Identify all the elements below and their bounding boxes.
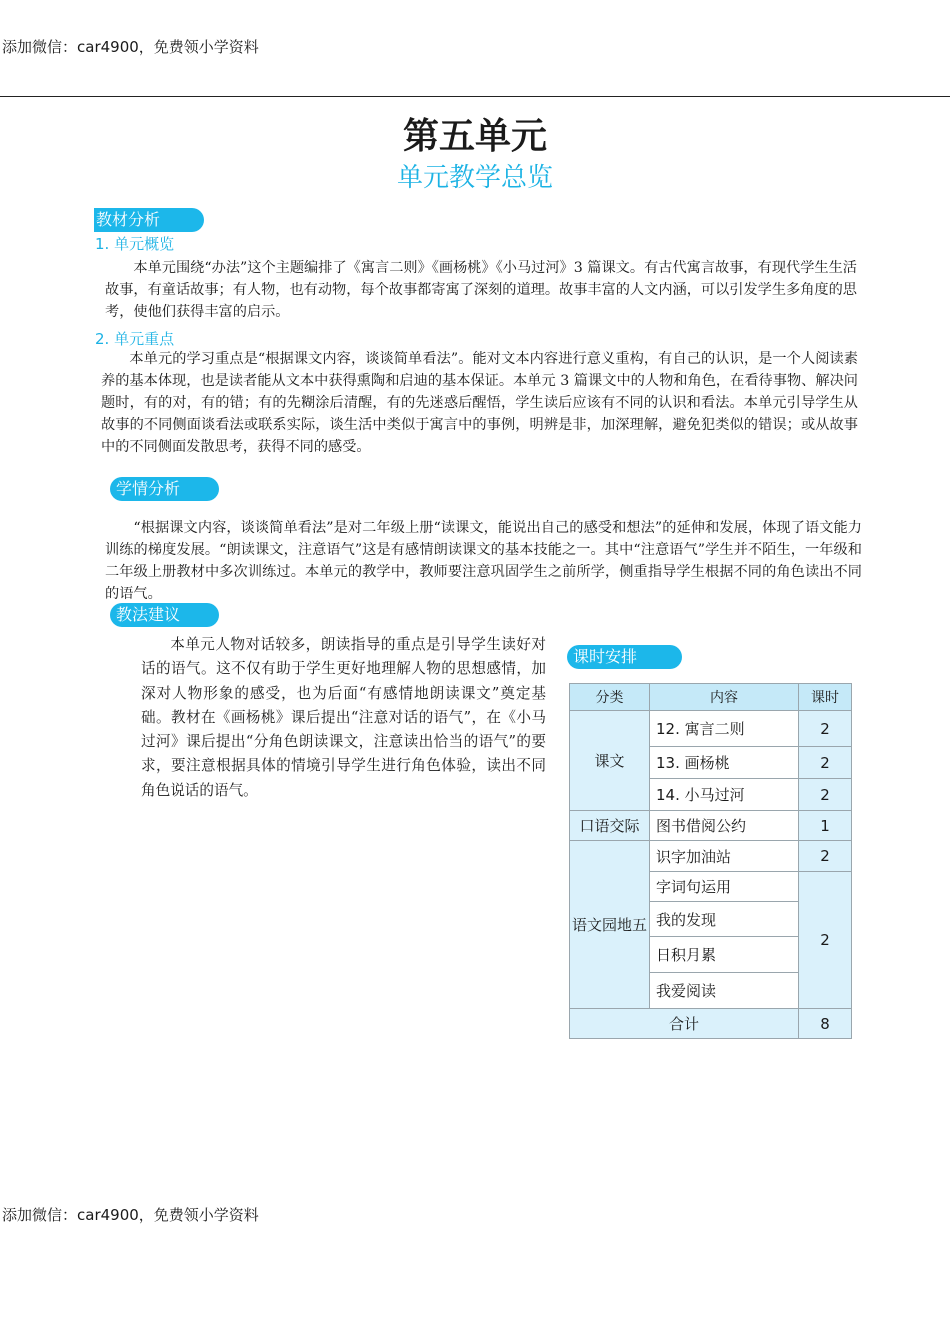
header-hours: 课时 [799, 684, 852, 711]
row-content: 12. 寓言二则 [650, 711, 799, 747]
row-content: 图书借阅公约 [650, 811, 799, 841]
section-label-schedule: 课时安排 [567, 645, 682, 669]
row-content: 14. 小马过河 [650, 779, 799, 811]
table-header-row [570, 684, 852, 711]
page-subtitle: 单元教学总览 [396, 163, 553, 193]
total-hours: 8 [799, 1009, 852, 1039]
row-hours: 2 [799, 747, 852, 779]
student-analysis-paragraph: “根据课文内容，谈谈简单看法”是对二年级上册“读课文，能说出自己的感受和想法”的延伸和发展，体现了语文能力训练的梯度发展。“朗读课文，注意语气”这是有感情朗读课文的基本技能之一。其中“注意语气”学生并不陌生，一年级和二年级上册教材中多次训练过。本单元的教学中，教师要注意巩固学生之前所学，侧重指导学生根据不同的角色读出不同的语气。 [105, 520, 862, 602]
teaching-method-paragraph: 本单元人物对话较多，朗读指导的重点是引导学生读好对话的语气。这不仅有助于学生更好地理解人物的思想感情，加深对人物形象的感受，也为后面“有感情地朗读课文”奠定基础。教材在《画杨桃》课后提出“注意对话的语气”，在《小马过河》课后提出“分角色朗读课文，注意读出恰当的语气”的要求，要注意根据具体的情境引导学生进行角色体验，读出不同角色说话的语气。 [141, 636, 546, 799]
overview-heading: 1. 单元概览 [95, 235, 175, 253]
row-content: 日积月累 [650, 937, 799, 973]
section-label-student-analysis: 学情分析 [110, 477, 219, 501]
page-title: 第五单元 [402, 116, 547, 157]
header-category: 分类 [570, 684, 650, 711]
overview-paragraph: 本单元围绕“办法”这个主题编排了《寓言二则》《画杨桃》《小马过河》3 篇课文。有古代寓言故事，有现代学生生活故事，有童话故事；有人物，也有动物，每个故事都寄寓了深刻的道理。故事丰富的人文内涵，可以引发学生多角度的思考，使他们获得丰富的启示。 [105, 260, 857, 320]
category-oral: 口语交际 [570, 811, 650, 841]
focus-heading: 2. 单元重点 [95, 330, 175, 348]
row-content: 我爱阅读 [650, 973, 799, 1009]
row-content: 识字加油站 [650, 841, 799, 872]
table-row [570, 811, 852, 841]
row-content: 13. 画杨桃 [650, 747, 799, 779]
section-label-textbook-analysis: 教材分析 [94, 208, 204, 232]
table-row [570, 711, 852, 747]
row-hours: 1 [799, 811, 852, 841]
focus-paragraph: 本单元的学习重点是“根据课文内容，谈谈简单看法”。能对文本内容进行意义重构，有自己的认识，是一个人阅读素养的基本体现，也是读者能从文本中获得熏陶和启迪的基本保证。本单元 3 篇课文中的人物和角色，在看待事物、解决问题时，有的对，有的错；有的先糊涂后清醒，有的先迷惑后醒悟，学生读后应该有不同的认识和看法。本单元引导学生从故事的不同侧面谈看法或联系实际，谈生活中类似于寓言中的事例，明辨是非，加深理解，避免犯类似的错误；或从故事中的不同侧面发散思考，获得不同的感受。 [101, 351, 858, 455]
row-hours: 2 [799, 841, 852, 872]
watermark-top: 添加微信：car4900，免费领小学资料 [2, 38, 259, 56]
category-chinese-garden: 语文园地五 [570, 841, 650, 1009]
table-total-row [570, 1009, 852, 1039]
schedule-table [569, 683, 852, 1039]
row-hours: 2 [799, 711, 852, 747]
category-texts: 课文 [570, 711, 650, 811]
row-content: 我的发现 [650, 902, 799, 937]
section-label-teaching-method: 教法建议 [110, 603, 219, 627]
table-row [570, 841, 852, 872]
header-divider [0, 96, 950, 97]
header-content: 内容 [650, 684, 799, 711]
row-content: 字词句运用 [650, 872, 799, 902]
row-hours-merged: 2 [799, 872, 852, 1009]
total-label: 合计 [570, 1009, 799, 1039]
row-hours: 2 [799, 779, 852, 811]
watermark-bottom: 添加微信：car4900，免费领小学资料 [2, 1206, 259, 1224]
